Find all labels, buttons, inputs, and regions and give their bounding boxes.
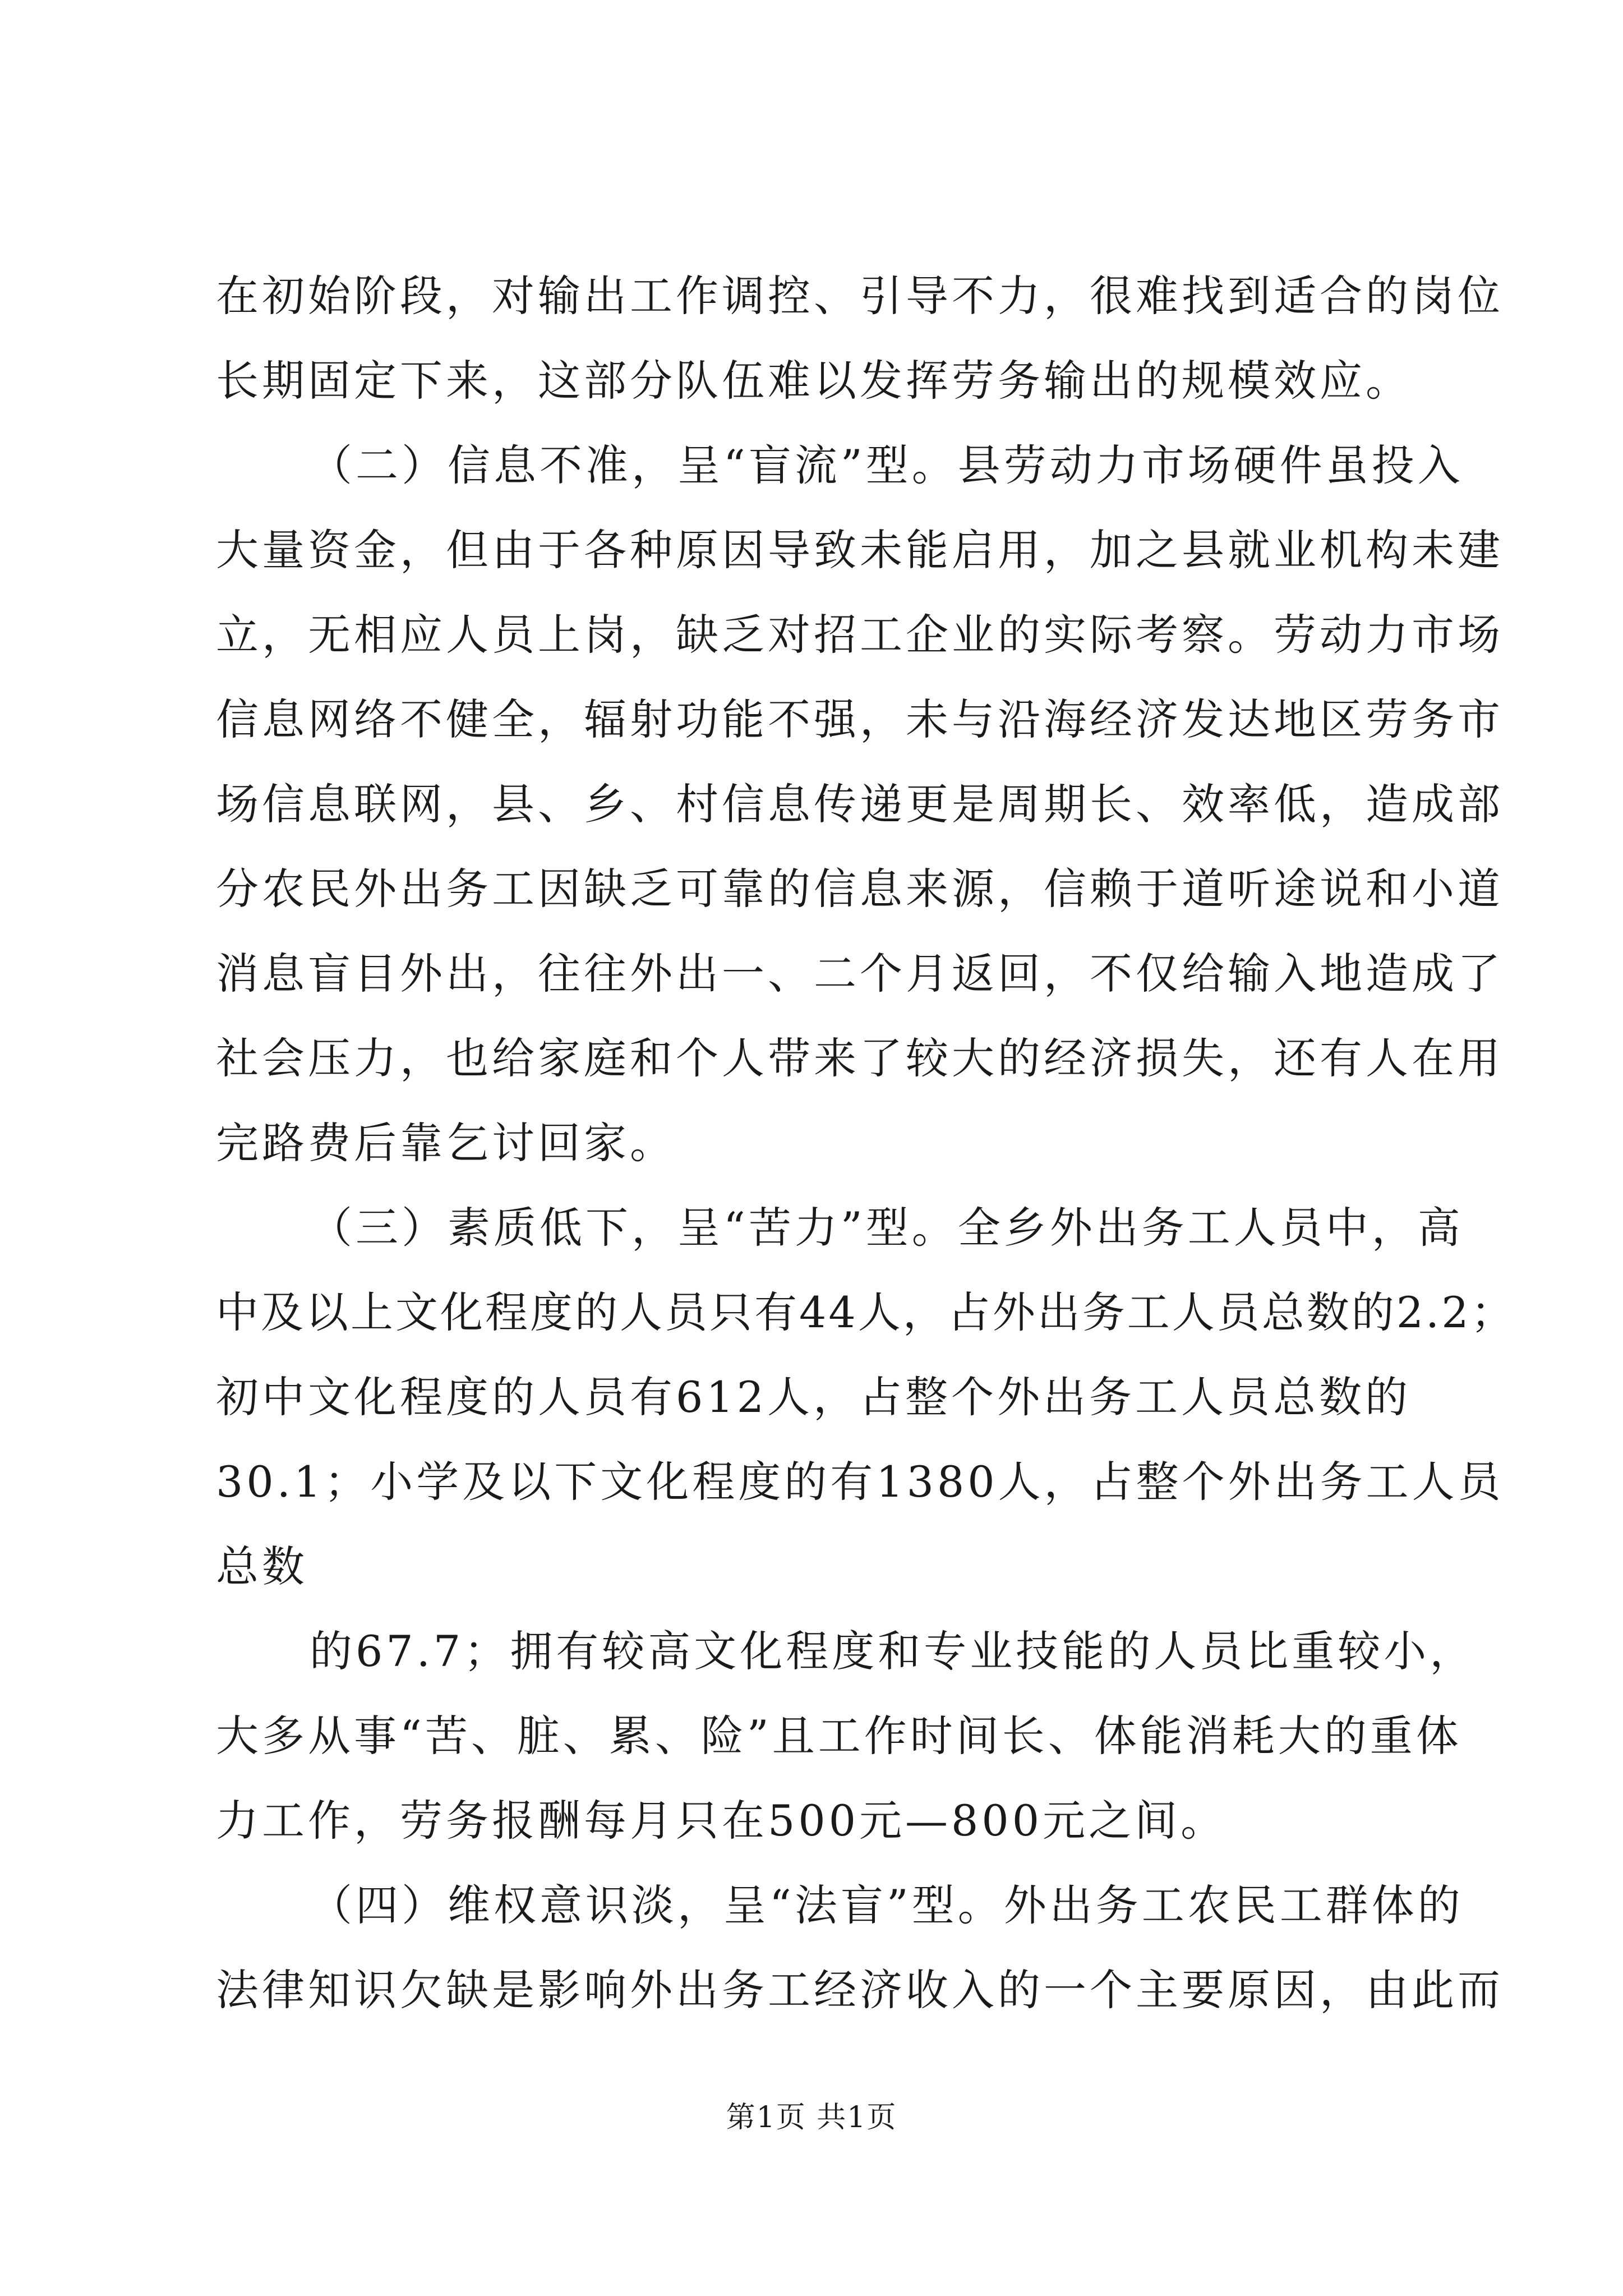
text-line: 法律知识欠缺是影响外出务工经济收入的一个主要原因，由此而 bbox=[216, 1965, 1504, 2015]
text-line: 完路费后靠乞讨回家。 bbox=[216, 1118, 676, 1168]
text-line: 立，无相应人员上岗，缺乏对招工企业的实际考察。劳动力市场 bbox=[216, 610, 1504, 660]
text-line: 分农民外出务工因缺乏可靠的信息来源，信赖于道听途说和小道 bbox=[216, 864, 1504, 914]
text-line: 大多从事“苦、脏、累、险”且工作时间长、体能消耗大的重体 bbox=[216, 1711, 1462, 1761]
section-heading-line: （二）信息不准，呈“盲流”型。县劳动力市场硬件虽投入 bbox=[310, 440, 1464, 490]
text-line: 信息网络不健全，辐射功能不强，未与沿海经济发达地区劳务市 bbox=[216, 694, 1504, 744]
text-line: 长期固定下来，这部分队伍难以发挥劳务输出的规模效应。 bbox=[216, 356, 1412, 406]
text-line: 力工作，劳务报酬每月只在500元—800元之间。 bbox=[216, 1796, 1227, 1846]
text-line: 消息盲目外出，往往外出一、二个月返回，不仅给输入地造成了 bbox=[216, 949, 1504, 999]
text-line: 初中文化程度的人员有612人，占整个外出务工人员总数的 bbox=[216, 1372, 1412, 1422]
text-line: 总数 bbox=[216, 1542, 308, 1591]
text-line: 社会压力，也给家庭和个人带来了较大的经济损失，还有人在用 bbox=[216, 1033, 1504, 1083]
section-heading-line: （三）素质低下，呈“苦力”型。全乡外出务工人员中，高 bbox=[310, 1203, 1464, 1253]
text-line: 在初始阶段，对输出工作调控、引导不力，很难找到适合的岗位 bbox=[216, 271, 1504, 321]
text-line: 大量资金，但由于各种原因导致未能启用，加之县就业机构未建 bbox=[216, 525, 1504, 575]
text-line: 场信息联网，县、乡、村信息传递更是周期长、效率低，造成部 bbox=[216, 779, 1504, 829]
section-heading-line: （四）维权意识淡，呈“法盲”型。外出务工农民工群体的 bbox=[310, 1880, 1464, 1930]
page-footer: 第1页 共1页 bbox=[726, 2101, 897, 2134]
text-line: 的67.7；拥有较高文化程度和专业技能的人员比重较小， bbox=[310, 1626, 1476, 1676]
text-line: 中及以上文化程度的人员只有44人，占外出务工人员总数的2.2； bbox=[216, 1287, 1516, 1337]
text-line: 30.1；小学及以下文化程度的有1380人，占整个外出务工人员 bbox=[216, 1457, 1504, 1507]
